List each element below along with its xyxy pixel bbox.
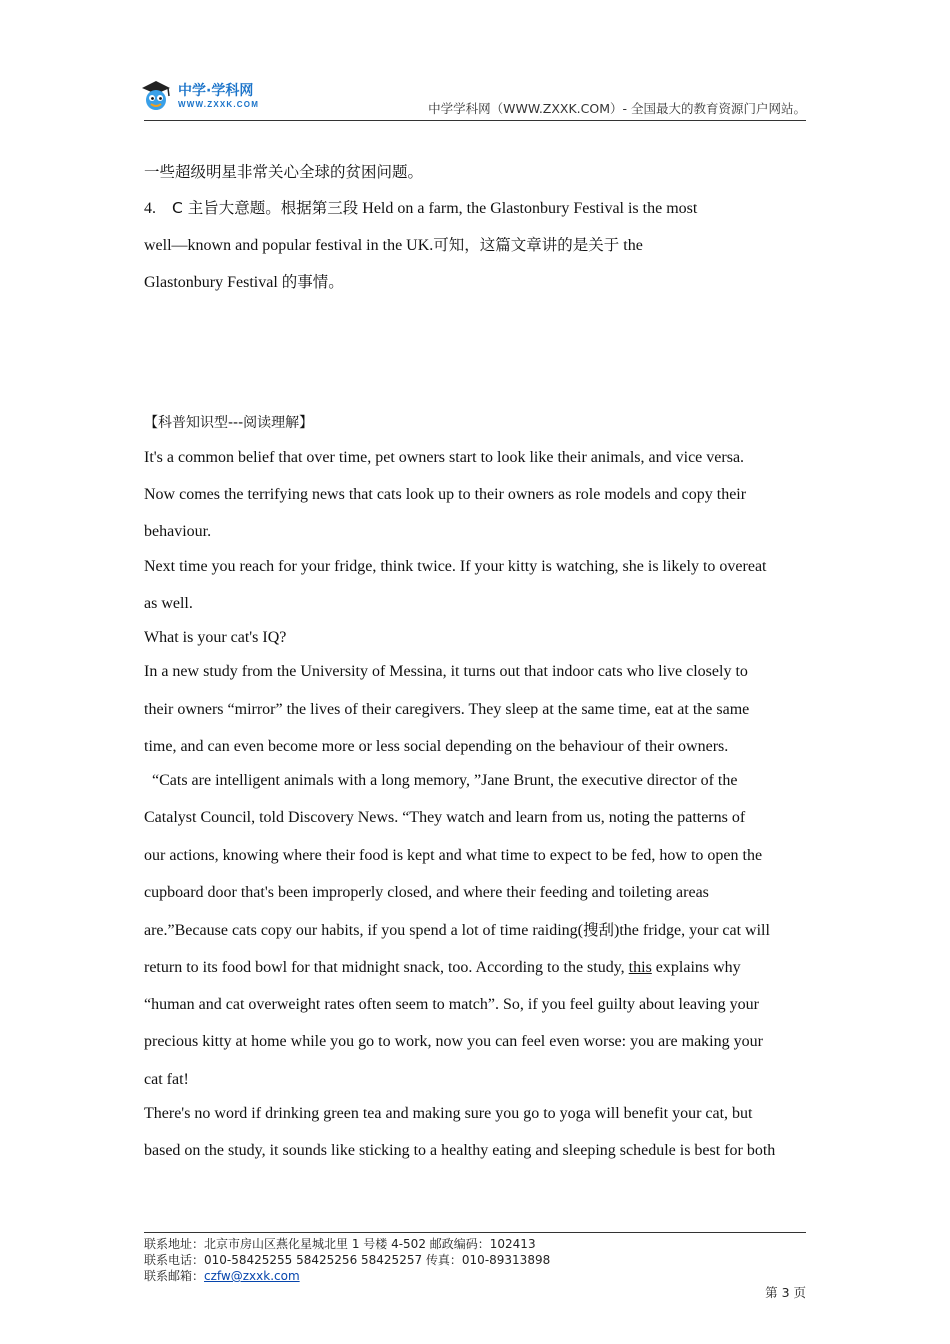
article-line: Next time you reach for your fridge, think twice. If your kitty is watching, she is likely to overeat (144, 558, 767, 575)
gloss-cn: 搜刮 (582, 921, 614, 939)
answer-item-4-line3 (144, 272, 810, 293)
footer-email-row (144, 1267, 300, 1284)
article-line: our actions, knowing where their food is kept and what time to expect to be fed, how to open the (144, 847, 763, 864)
article-line: time, and can even become more or less social depending on the behaviour of their owners. (144, 738, 729, 755)
article-line: Catalyst Council, told Discovery News. “They watch and learn from us, noting the patterns of (144, 809, 746, 826)
article-text: return to its food bowl for that midnight snack, too. According to the study, (144, 959, 625, 976)
article-line: It's a common belief that over time, pet owners start to look like their animals, and vice versa. (144, 449, 745, 466)
footer-address: 联系地址：北京市房山区燕化星城北里 1 号楼 4-502 邮政编码：102413 (144, 1237, 536, 1251)
article-line: There's no word if drinking green tea and making sure you go to yoga will benefit your cat, but (144, 1105, 753, 1122)
article-line (144, 771, 810, 791)
page-header (144, 70, 806, 121)
logo-url: WWW.ZXXK.COM (178, 100, 260, 109)
article-text: )the fridge, your cat will (613, 922, 770, 939)
underlined-word: this (628, 959, 652, 976)
section-title: 【科普知识型---阅读理解】 (144, 415, 314, 431)
answer-item-4-line2 (144, 235, 810, 256)
article-line: their owners “mirror” the lives of their caregivers. They sleep at the same time, eat at the same (144, 701, 750, 718)
item-text-en: Glastonbury Festival (144, 274, 278, 291)
article-line: behaviour. (144, 523, 212, 540)
article-line: cupboard door that's been improperly closed, and where their feeding and toileting areas (144, 884, 709, 901)
article-line: based on the study, it sounds like sticking to a healthy eating and sleeping schedule is best for both (144, 1142, 776, 1159)
item-text-cn: C 主旨大意题。根据第三段 (172, 199, 359, 217)
item-text-en: Held on a farm, the Glastonbury Festival is the most (362, 200, 698, 217)
article-text: are.”Because cats copy our habits, if you spend a lot of time raiding( (144, 922, 583, 939)
item-text-en: well—known and popular festival in the UK. (144, 237, 434, 254)
quote-text: “Cats are intelligent animals with a long memory, ”Jane Brunt, the executive director of the (152, 772, 738, 789)
footer-email-link[interactable]: czfw@zxxk.com (204, 1269, 300, 1283)
article-line (144, 920, 810, 941)
article-line: precious kitty at home while you go to work, now you can feel even worse: you are making your (144, 1033, 763, 1050)
site-logo[interactable] (138, 76, 288, 116)
article-text: explains why (655, 959, 741, 976)
item-text-en: the (623, 237, 643, 254)
article-line: “human and cat overweight rates often seem to match”. So, if you feel guilty about leaving your (144, 996, 759, 1013)
header-tagline: 中学学科网（WWW.ZXXK.COM）- 全国最大的教育资源门户网站。 (428, 101, 806, 116)
item-text-cn: 的事情。 (281, 273, 344, 291)
item-text-cn: 可知，这篇文章讲的是关于 (433, 236, 620, 254)
article-line (144, 958, 810, 978)
prev-answer-line: 一些超级明星非常关心全球的贫困问题。 (144, 163, 424, 181)
page-number: 第 3 页 (765, 1285, 806, 1300)
page-footer (144, 1232, 806, 1300)
item-number: 4. (144, 200, 156, 217)
article-line: as well. (144, 595, 193, 612)
article-line: In a new study from the University of Messina, it turns out that indoor cats who live closely to (144, 663, 748, 680)
logo-text: 中学·学科网 (178, 83, 254, 99)
article-line: cat fat! (144, 1071, 189, 1088)
article-line: Now comes the terrifying news that cats look up to their owners as role models and copy their (144, 486, 747, 503)
answer-item-4-line1 (144, 198, 810, 219)
graduation-mascot-icon (138, 78, 174, 114)
article-subheading: What is your cat's IQ? (144, 629, 287, 646)
footer-phone: 联系电话：010-58425255 58425256 58425257 传真：010-89313898 (144, 1253, 551, 1267)
footer-email-label: 联系邮箱： (144, 1269, 205, 1283)
